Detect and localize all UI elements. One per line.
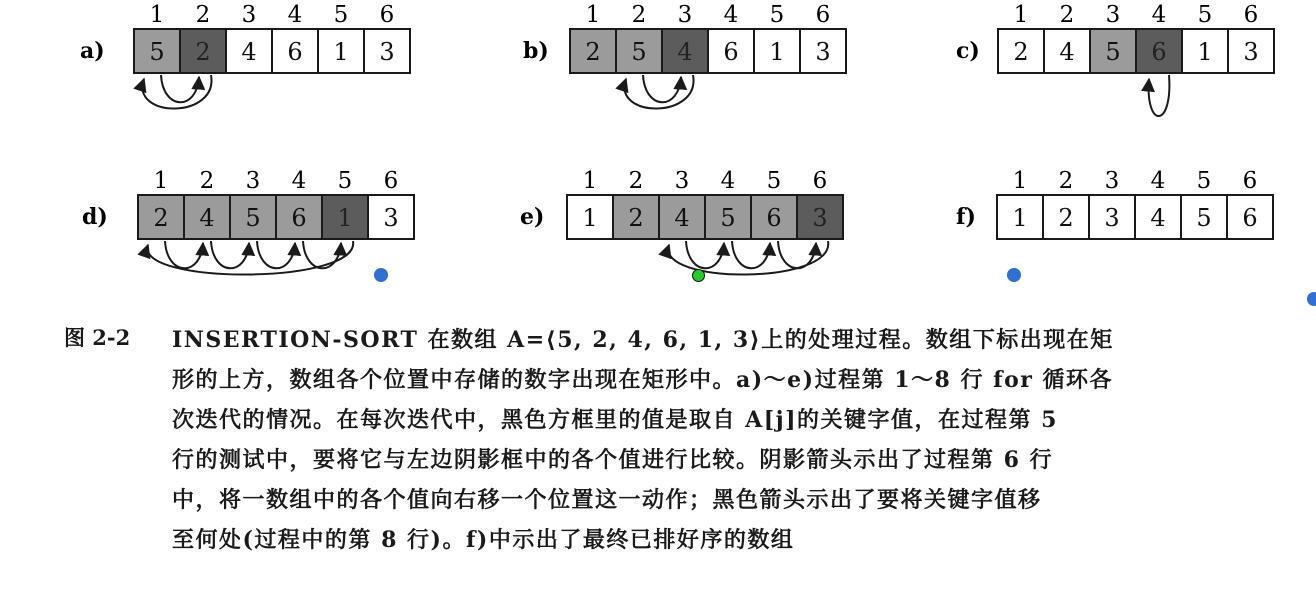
index-label: 4 bbox=[720, 168, 736, 194]
index-label: 6 bbox=[383, 168, 399, 194]
index-label: 6 bbox=[812, 168, 828, 194]
index-label: 5 bbox=[766, 168, 782, 194]
cell-value: 3 bbox=[815, 38, 831, 66]
key-arrow bbox=[625, 75, 694, 109]
index-label: 3 bbox=[1105, 2, 1121, 28]
cell-value: 4 bbox=[677, 38, 693, 66]
shift-arrow bbox=[686, 241, 724, 268]
cell-value: 3 bbox=[1243, 38, 1259, 66]
shift-arrow bbox=[165, 241, 203, 268]
cell-value: 2 bbox=[585, 38, 601, 66]
cell-value: 4 bbox=[241, 38, 257, 66]
shift-arrow bbox=[257, 241, 295, 268]
marker-dot-blue bbox=[374, 268, 388, 282]
cell-value: 2 bbox=[195, 38, 211, 66]
cell-value: 6 bbox=[287, 38, 303, 66]
caption-line-1: INSERTION-SORT 在数组 A=⟨5, 2, 4, 6, 1, 3⟩上的处理过程。数组下标出现在矩 bbox=[172, 327, 1114, 353]
index-label: 2 bbox=[631, 2, 647, 28]
shift-arrow bbox=[161, 75, 199, 102]
panel-label: a) bbox=[80, 38, 105, 64]
index-label: 5 bbox=[1196, 168, 1212, 194]
panel-b bbox=[523, 2, 846, 109]
index-label: 4 bbox=[1150, 168, 1166, 194]
index-label: 4 bbox=[1151, 2, 1167, 28]
panel-e bbox=[520, 168, 843, 275]
panel-d bbox=[82, 168, 414, 275]
shift-arrow bbox=[211, 241, 249, 268]
caption-line-3: 次迭代的情况。在每次迭代中，黑色方框里的值是取自 A[j]的关键字值，在过程第 5 bbox=[172, 407, 1058, 433]
index-label: 5 bbox=[337, 168, 353, 194]
index-label: 1 bbox=[582, 168, 598, 194]
figure-caption bbox=[64, 320, 1304, 590]
index-label: 3 bbox=[1104, 168, 1120, 194]
index-label: 3 bbox=[677, 2, 693, 28]
panel-label: b) bbox=[523, 38, 549, 64]
cell-value: 6 bbox=[723, 38, 739, 66]
key-arrow bbox=[143, 75, 212, 109]
cell-value: 5 bbox=[631, 38, 647, 66]
cell-value: 1 bbox=[582, 204, 598, 232]
panel-label: c) bbox=[956, 38, 980, 64]
cell-value: 3 bbox=[379, 38, 395, 66]
cell-value: 5 bbox=[149, 38, 165, 66]
cell-value: 6 bbox=[1151, 38, 1167, 66]
cell-value: 4 bbox=[1150, 204, 1166, 232]
index-label: 5 bbox=[333, 2, 349, 28]
index-label: 6 bbox=[1243, 2, 1259, 28]
marker-dot-blue bbox=[1307, 292, 1316, 306]
index-label: 4 bbox=[287, 2, 303, 28]
cell-value: 1 bbox=[1197, 38, 1213, 66]
caption-line-4: 行的测试中，要将它与左边阴影框中的各个值进行比较。阴影箭头示出了过程第 6 行 bbox=[172, 447, 1054, 473]
caption-line-2: 形的上方，数组各个位置中存储的数字出现在矩形中。a)～e)过程第 1～8 行 for 循环各 bbox=[172, 367, 1114, 393]
cell-value: 2 bbox=[628, 204, 644, 232]
index-label: 1 bbox=[149, 2, 165, 28]
cell-value: 1 bbox=[337, 204, 353, 232]
cell-value: 5 bbox=[1196, 204, 1212, 232]
caption-line-5: 中，将一数组中的各个值向右移一个位置这一动作；黑色箭头示出了要将关键字值移 bbox=[172, 487, 1042, 513]
index-label: 4 bbox=[291, 168, 307, 194]
key-arrow bbox=[668, 241, 828, 275]
cell-value: 5 bbox=[720, 204, 736, 232]
cell-value: 4 bbox=[199, 204, 215, 232]
cell-value: 3 bbox=[383, 204, 399, 232]
cell-value: 6 bbox=[1242, 204, 1258, 232]
panel-label: d) bbox=[82, 204, 108, 230]
index-label: 2 bbox=[195, 2, 211, 28]
panel-c bbox=[956, 2, 1274, 116]
index-label: 2 bbox=[1059, 2, 1075, 28]
index-label: 6 bbox=[815, 2, 831, 28]
index-label: 3 bbox=[241, 2, 257, 28]
cell-value: 4 bbox=[1059, 38, 1075, 66]
cell-value: 2 bbox=[1058, 204, 1074, 232]
index-label: 4 bbox=[723, 2, 739, 28]
index-label: 5 bbox=[1197, 2, 1213, 28]
cell-value: 1 bbox=[769, 38, 785, 66]
panel-label: f) bbox=[956, 204, 976, 230]
caption-text bbox=[172, 320, 1302, 560]
cell-value: 2 bbox=[1013, 38, 1029, 66]
cell-value: 2 bbox=[153, 204, 169, 232]
shift-arrow bbox=[303, 241, 341, 268]
index-label: 3 bbox=[674, 168, 690, 194]
cell-value: 5 bbox=[1105, 38, 1121, 66]
shift-arrow bbox=[732, 241, 770, 268]
cell-value: 6 bbox=[766, 204, 782, 232]
index-label: 2 bbox=[199, 168, 215, 194]
key-arrow bbox=[147, 241, 353, 275]
marker-dot-green bbox=[692, 269, 705, 282]
caption-label: 图 2-2 bbox=[64, 325, 131, 350]
cell-value: 1 bbox=[333, 38, 349, 66]
index-label: 5 bbox=[769, 2, 785, 28]
cell-value: 5 bbox=[245, 204, 261, 232]
index-label: 1 bbox=[1013, 2, 1029, 28]
index-label: 1 bbox=[153, 168, 169, 194]
index-label: 2 bbox=[628, 168, 644, 194]
cell-value: 3 bbox=[1104, 204, 1120, 232]
index-label: 2 bbox=[1058, 168, 1074, 194]
index-label: 1 bbox=[1012, 168, 1028, 194]
cell-value: 4 bbox=[674, 204, 690, 232]
key-arrow bbox=[1149, 75, 1170, 116]
index-label: 1 bbox=[585, 2, 601, 28]
panel-f bbox=[956, 168, 1273, 239]
index-label: 3 bbox=[245, 168, 261, 194]
marker-dot-blue bbox=[1007, 268, 1021, 282]
cell-value: 3 bbox=[812, 204, 828, 232]
index-label: 6 bbox=[1242, 168, 1258, 194]
cell-value: 6 bbox=[291, 204, 307, 232]
insertion-sort-figure bbox=[0, 0, 1316, 300]
panel-label: e) bbox=[520, 204, 545, 230]
shift-arrow bbox=[643, 75, 681, 102]
index-label: 6 bbox=[379, 2, 395, 28]
panel-a bbox=[80, 2, 410, 109]
cell-value: 1 bbox=[1012, 204, 1028, 232]
caption-line-6: 至何处(过程中的第 8 行)。f)中示出了最终已排好序的数组 bbox=[172, 527, 795, 553]
